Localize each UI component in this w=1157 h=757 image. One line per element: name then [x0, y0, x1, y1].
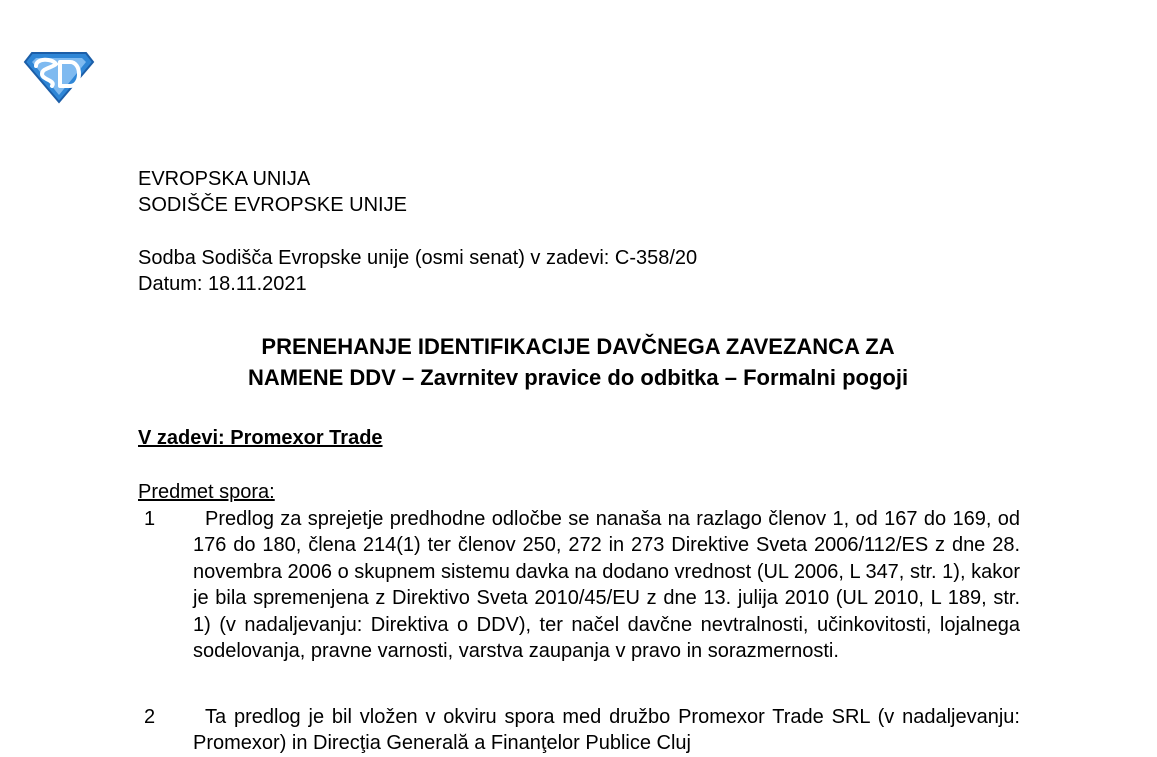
- subject-heading: Predmet spora:: [138, 481, 275, 503]
- paragraph-2: [138, 704, 1020, 757]
- judgment-line: Sodba Sodišča Evropske unije (osmi senat) v zadevi: C-358/20: [138, 247, 698, 269]
- paragraph-text: Ta predlog je bil vložen v okviru spora med družbo Promexor Trade SRL (v nadaljevanju: Promexor) in Direcţia Generală a Finanţelor Publice Cluj: [193, 706, 1020, 755]
- paragraph-number: 2: [144, 706, 156, 728]
- paragraph-1: [138, 506, 1020, 664]
- org-line-1: EVROPSKA UNIJA: [138, 168, 311, 190]
- org-line-2: SODIŠČE EVROPSKE UNIJE: [138, 194, 407, 216]
- document-title-line-1: PRENEHANJE IDENTIFIKACIJE DAVČNEGA ZAVEZANCA ZA: [261, 334, 895, 359]
- document-title-line-2: NAMENE DDV – Zavrnitev pravice do odbitka – Formalni pogoji: [247, 365, 909, 390]
- court-shield-logo: [22, 50, 96, 104]
- matter-heading: V zadevi: Promexor Trade: [138, 427, 383, 449]
- paragraph-text: Predlog za sprejetje predhodne odločbe se nanaša na razlago členov 1, od 167 do 169, od 176 do 180, člena 214(1) ter členov 250, 272 in 273 Direktive Sveta 2006/112/ES z dne 28. novembra 2006 o skupnem sistemu davka na dodano vrednost (UL 2006, L 347, str. 1), kakor je bila spremenjena z Direktivo Sveta 2010/45/EU z dne 13. julija 2010 (UL 2010, L 189, str. 1) (v nadaljevanju: Direktiva o DDV), ter načel davčne nevtralnosti, učinkovitosti, lojalnega sodelovanja, pravne varnosti, varstva zaupanja v pravo in sorazmernosti.: [193, 508, 1020, 663]
- date-line: Datum: 18.11.2021: [138, 273, 307, 295]
- paragraph-number: 1: [144, 508, 156, 530]
